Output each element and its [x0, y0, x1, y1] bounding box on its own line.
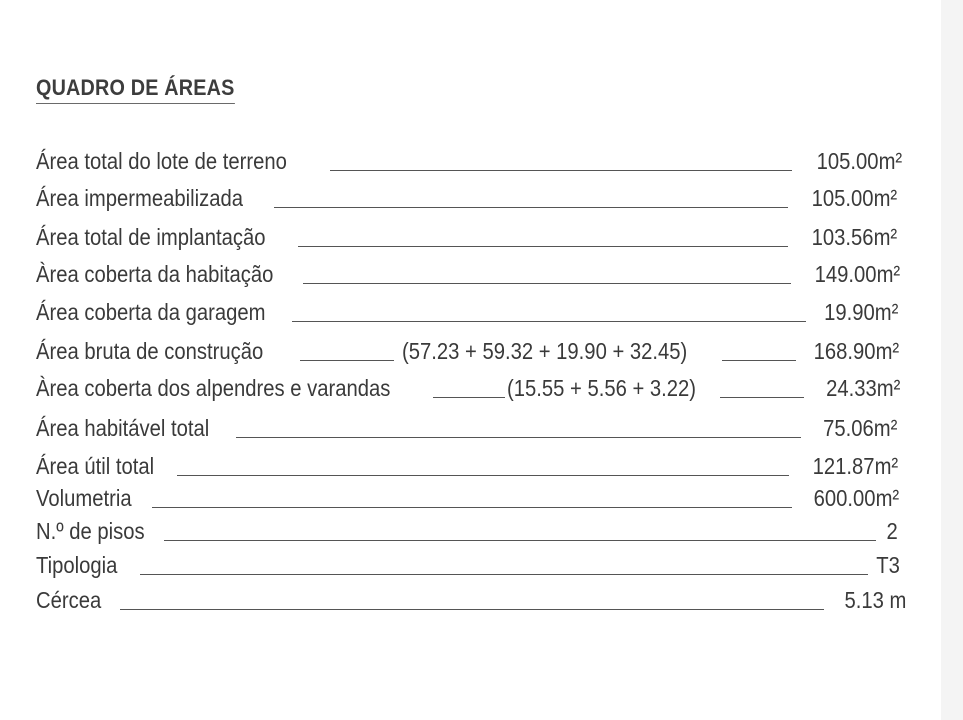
leader-line — [300, 360, 394, 361]
row-label: Área habitável total — [36, 415, 210, 441]
table-row — [36, 336, 916, 366]
page-edge-strip — [941, 0, 963, 720]
row-formula: (57.23 + 59.32 + 19.90 + 32.45) — [402, 338, 688, 364]
row-label: Àrea coberta dos alpendres e varandas — [36, 375, 391, 401]
row-value: 168.90m² — [813, 338, 899, 364]
row-value: 5.13 m — [844, 587, 906, 613]
table-row — [36, 483, 916, 513]
row-label: Tipologia — [36, 552, 118, 578]
row-label: Área bruta de construção — [36, 338, 264, 364]
row-value: 105.00m² — [816, 148, 902, 174]
row-value: 600.00m² — [813, 485, 899, 511]
leader-line — [722, 360, 796, 361]
row-label: Área útil total — [36, 453, 155, 479]
leader-line — [298, 246, 788, 247]
table-row — [36, 373, 916, 403]
row-label: Área total do lote de terreno — [36, 148, 287, 174]
row-value: 24.33m² — [825, 375, 900, 401]
row-value: 103.56m² — [811, 224, 897, 250]
row-value: 121.87m² — [812, 453, 898, 479]
row-label: Àrea coberta da habitação — [36, 261, 274, 287]
table-title: QUADRO DE ÁREAS — [36, 75, 235, 104]
row-value: 75.06m² — [822, 415, 897, 441]
leader-line — [720, 397, 804, 398]
table-row — [36, 259, 916, 289]
table-row — [36, 183, 916, 213]
leader-line — [292, 321, 806, 322]
leader-line — [140, 574, 868, 575]
leader-line — [274, 207, 788, 208]
row-formula: (15.55 + 5.56 + 3.22) — [507, 375, 697, 401]
table-row — [36, 297, 916, 327]
row-label: Área impermeabilizada — [36, 185, 244, 211]
leader-line — [164, 540, 876, 541]
leader-line — [236, 437, 801, 438]
leader-line — [330, 170, 792, 171]
table-row — [36, 585, 916, 615]
leader-line — [303, 283, 791, 284]
row-value: 19.90m² — [823, 299, 898, 325]
row-label: N.º de pisos — [36, 518, 145, 544]
row-value: 2 — [886, 518, 898, 544]
table-row — [36, 550, 916, 580]
leader-line — [177, 475, 789, 476]
leader-line — [152, 507, 792, 508]
table-row — [36, 222, 916, 252]
leader-line — [120, 609, 824, 610]
table-row — [36, 413, 916, 443]
row-label: Área coberta da garagem — [36, 299, 266, 325]
row-label: Volumetria — [36, 485, 132, 511]
row-value: 105.00m² — [811, 185, 897, 211]
row-value: 149.00m² — [814, 261, 900, 287]
table-row — [36, 146, 916, 176]
table-row — [36, 516, 916, 546]
leader-line — [433, 397, 505, 398]
row-label: Área total de implantação — [36, 224, 266, 250]
areas-table — [36, 0, 916, 720]
table-row — [36, 451, 916, 481]
row-label: Cércea — [36, 587, 102, 613]
row-value: T3 — [876, 552, 900, 578]
